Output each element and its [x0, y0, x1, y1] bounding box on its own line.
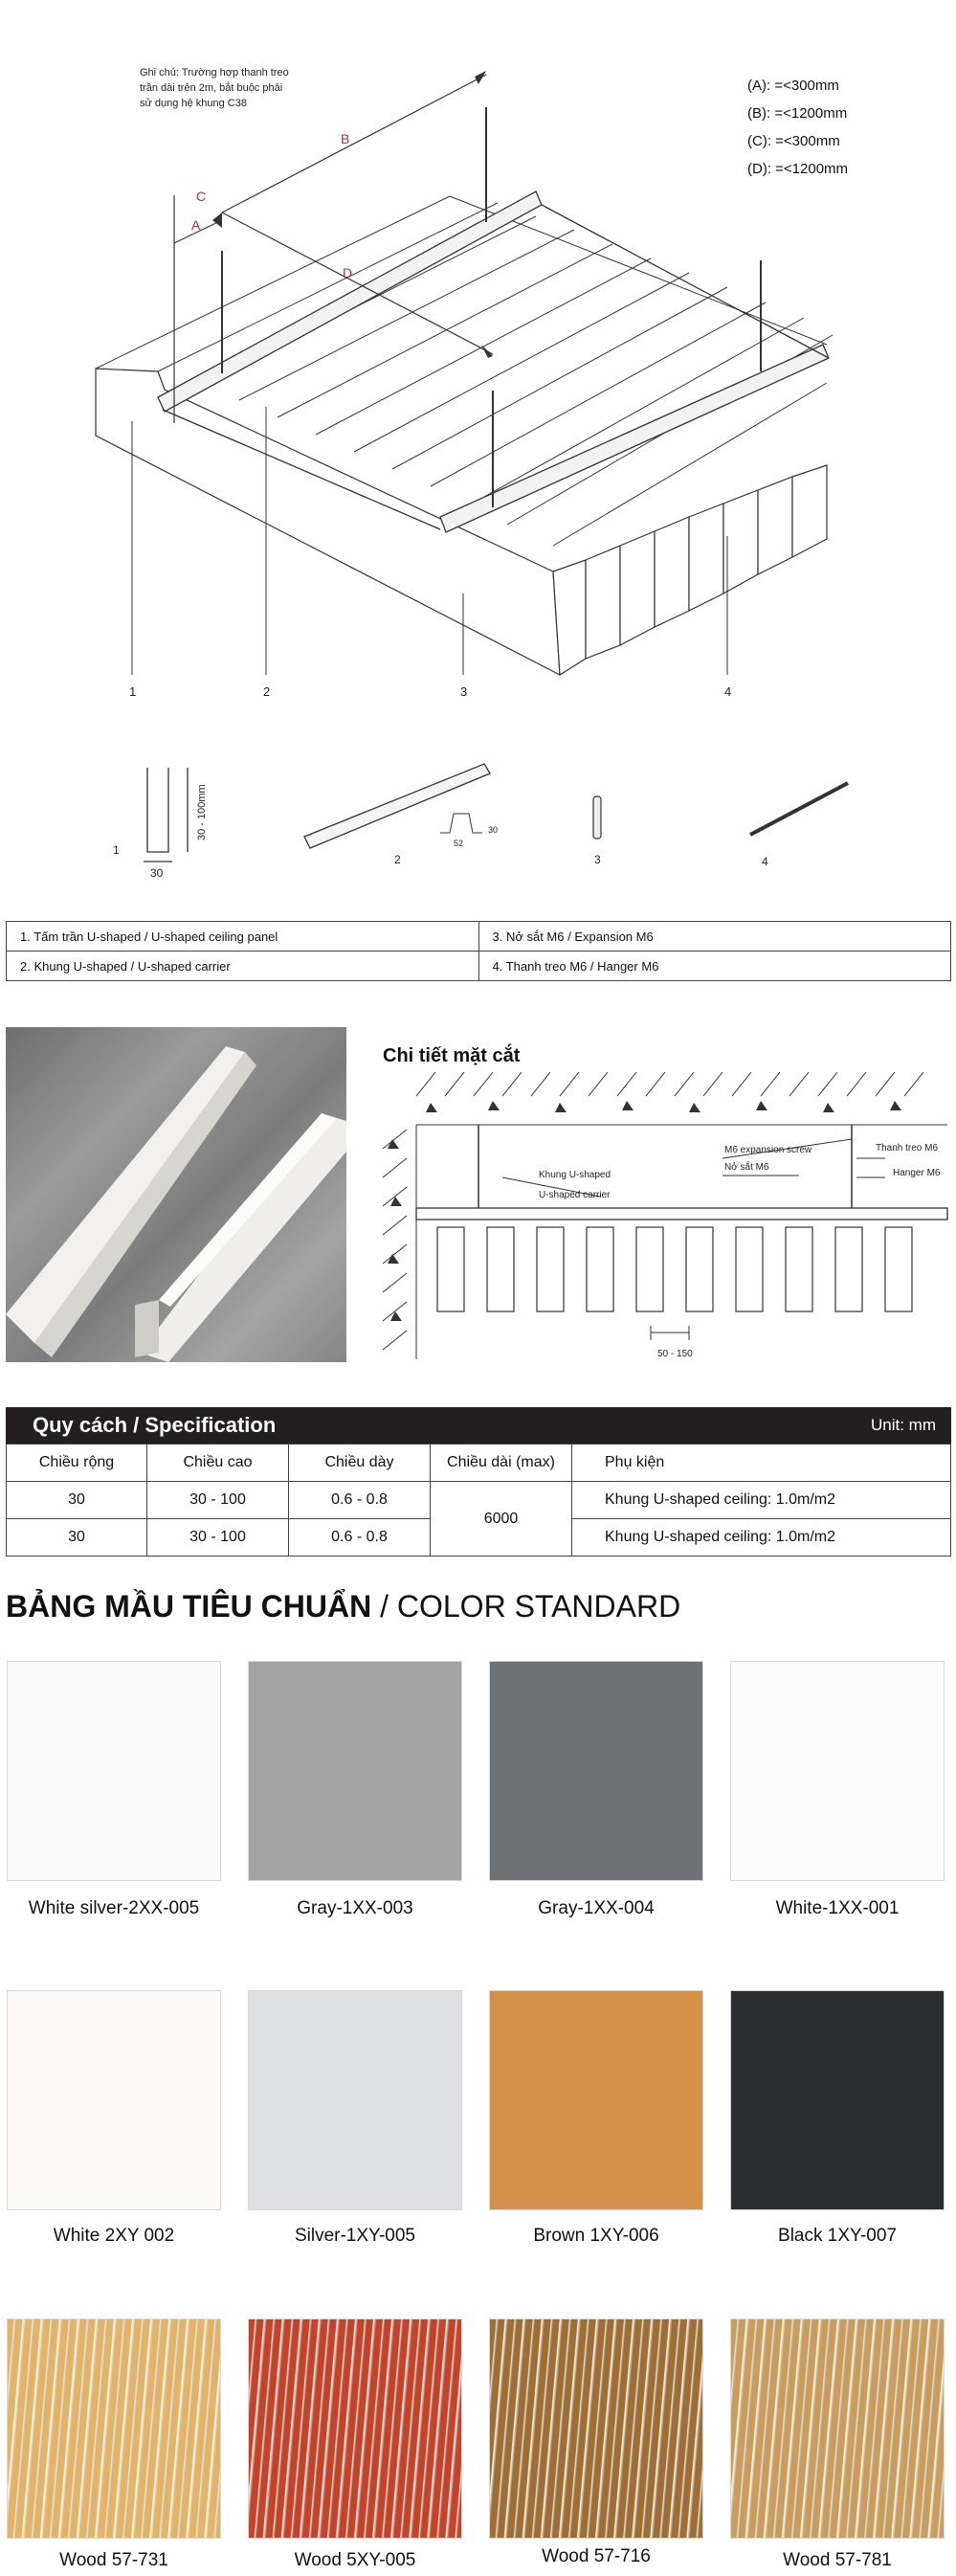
color-swatch[interactable]: [249, 2319, 461, 2538]
dimension-limit-b: (B): =<1200mm: [747, 105, 848, 122]
carrier-label-vi: Khung U-shaped: [539, 1170, 611, 1180]
color-swatch[interactable]: [249, 1662, 461, 1880]
dim-width: 30: [150, 866, 164, 880]
swatch-label: White silver-2XX-005: [28, 1898, 200, 1918]
panel-side: [689, 504, 723, 611]
table-row: [7, 952, 951, 981]
color-swatch[interactable]: [731, 1991, 944, 2209]
swatch-label: White 2XY 002: [53, 2226, 175, 2246]
spec-header: [6, 1407, 951, 1444]
dim-height: 30 - 100mm: [196, 784, 208, 840]
swatch-label: Wood 5XY-005: [294, 2550, 416, 2570]
part-details: [0, 747, 956, 890]
swatch-label: Wood 57-781: [783, 2550, 892, 2570]
arrowheads: [212, 71, 493, 358]
color-swatch[interactable]: [249, 1991, 461, 2209]
table-header-row: [7, 1445, 951, 1482]
swatch-label: Wood 57-716: [542, 2546, 651, 2566]
panel-side: [723, 490, 758, 594]
hangers: [222, 107, 761, 507]
parts-table: [6, 921, 951, 981]
spec-cell: Khung U-shaped ceiling: 1.0m/m2: [572, 1519, 951, 1557]
dim-letter-d: D: [343, 265, 353, 280]
swatch-label: Brown 1XY-006: [533, 2226, 659, 2246]
spec-cell: 0.6 - 0.8: [289, 1482, 431, 1519]
color-standard-title: [6, 1589, 680, 1624]
u-panel-photo-illustration: [6, 1027, 346, 1362]
swatch-label: Silver-1XY-005: [294, 2226, 416, 2246]
color-swatch[interactable]: [490, 2319, 702, 2538]
color-swatch[interactable]: [731, 2319, 944, 2538]
swatch-label: Gray-1XX-003: [297, 1898, 413, 1918]
hanger-rod: [750, 783, 848, 835]
hanger-label-en: Hanger M6: [893, 1168, 941, 1178]
note-line: sử dụng hệ khung C38: [140, 98, 247, 109]
spacing-label: 50 - 150: [657, 1349, 693, 1359]
table-row: [7, 922, 951, 952]
spec-cell: 30 - 100: [147, 1482, 289, 1519]
dimension-limit-c: (C): =<300mm: [747, 133, 840, 149]
panel-side: [655, 517, 689, 627]
part-number-1: 1: [129, 684, 137, 699]
spec-cell: 30: [7, 1482, 147, 1519]
color-swatch[interactable]: [490, 1662, 702, 1880]
color-title-rest: / COLOR STANDARD: [371, 1589, 681, 1624]
carrier-label-en: U-shaped carrier: [539, 1190, 611, 1200]
carrier-height: 30: [488, 825, 499, 835]
spec-cell: Khung U-shaped ceiling: 1.0m/m2: [572, 1482, 951, 1519]
parts-cell: 1. Tấm trần U-shaped / U-shaped ceiling panel: [7, 922, 479, 952]
front-panel: [96, 369, 560, 675]
spec-header-cell: Chiều rộng: [7, 1445, 147, 1482]
spec-cell: 0.6 - 0.8: [289, 1519, 431, 1557]
color-swatch[interactable]: [8, 1991, 220, 2209]
parts-cell: 3. Nở sắt M6 / Expansion M6: [478, 922, 951, 952]
swatch-label: Gray-1XX-004: [538, 1898, 655, 1918]
parts-table-wrap: [6, 921, 951, 981]
part-number-2: 2: [394, 853, 401, 866]
part-number-4: 4: [762, 855, 768, 868]
expansion-screw: [593, 796, 601, 839]
part-number-1: 1: [113, 843, 120, 857]
dimension-limit-a: (A): =<300mm: [747, 78, 839, 94]
dim-letter-a: A: [191, 217, 201, 233]
u-panel-profile: [147, 768, 168, 852]
table-row: [7, 1482, 951, 1519]
part-number-2: 2: [263, 684, 271, 699]
part-number-3: 3: [594, 853, 601, 866]
spec-cell-max-length: 6000: [431, 1482, 572, 1557]
carrier-width: 52: [454, 839, 464, 848]
spec-title: Quy cách / Specification: [33, 1413, 277, 1437]
panel-side: [758, 477, 792, 574]
color-swatch[interactable]: [8, 1662, 220, 1880]
isometric-ceiling-diagram: [0, 0, 956, 728]
part-number-4: 4: [724, 684, 732, 699]
parts-cell: 2. Khung U-shaped / U-shaped carrier: [7, 952, 479, 981]
swatch-label: Black 1XY-007: [778, 2226, 897, 2246]
panel-side: [620, 531, 655, 645]
carrier-profile: [304, 764, 490, 848]
color-title-bold: BẢNG MẦU TIÊU CHUẨN: [6, 1589, 372, 1624]
part-number-3: 3: [460, 684, 468, 699]
carrier-bar: [416, 1208, 947, 1220]
dim-letter-b: B: [341, 131, 350, 146]
note-line: trần dài trên 2m, bắt buộc phải: [140, 82, 283, 94]
expansion-label-en: M6 expansion screw: [724, 1145, 812, 1155]
section-panels: [437, 1227, 912, 1311]
spec-header-cell: Chiều dài (max): [431, 1445, 572, 1482]
color-swatch[interactable]: [731, 1662, 944, 1880]
color-swatch[interactable]: [8, 2319, 220, 2538]
spec-header-cell: Chiều cao: [147, 1445, 289, 1482]
panel-side: [586, 546, 620, 659]
panel-side: [792, 465, 827, 557]
section-detail-diagram: [378, 1072, 952, 1374]
dim-letter-c: C: [196, 189, 207, 204]
hanger-label-vi: Thanh treo M6: [876, 1143, 939, 1154]
spec-header-cell: Chiều dày: [289, 1445, 431, 1482]
carrier-rail: [158, 191, 542, 412]
spec-unit: Unit: mm: [871, 1416, 936, 1434]
spec-header-cell: Phụ kiện: [572, 1445, 951, 1482]
spec-cell: 30: [7, 1519, 147, 1557]
color-swatch[interactable]: [490, 1991, 702, 2209]
spec-section: [6, 1407, 951, 1557]
swatch-label: White-1XX-001: [775, 1898, 900, 1918]
dimension-limit-d: (D): =<1200mm: [747, 161, 849, 177]
note-line: Ghi chú: Trường hợp thanh treo: [140, 67, 289, 78]
section-title: Chi tiết mặt cắt: [383, 1045, 521, 1066]
spec-table: [6, 1444, 951, 1557]
swatch-label: Wood 57-731: [59, 2550, 168, 2570]
expansion-label-vi: Nở sắt M6: [724, 1162, 769, 1173]
product-photo: [6, 1027, 346, 1362]
spec-cell: 30 - 100: [147, 1519, 289, 1557]
parts-cell: 4. Thanh treo M6 / Hanger M6: [478, 952, 951, 981]
